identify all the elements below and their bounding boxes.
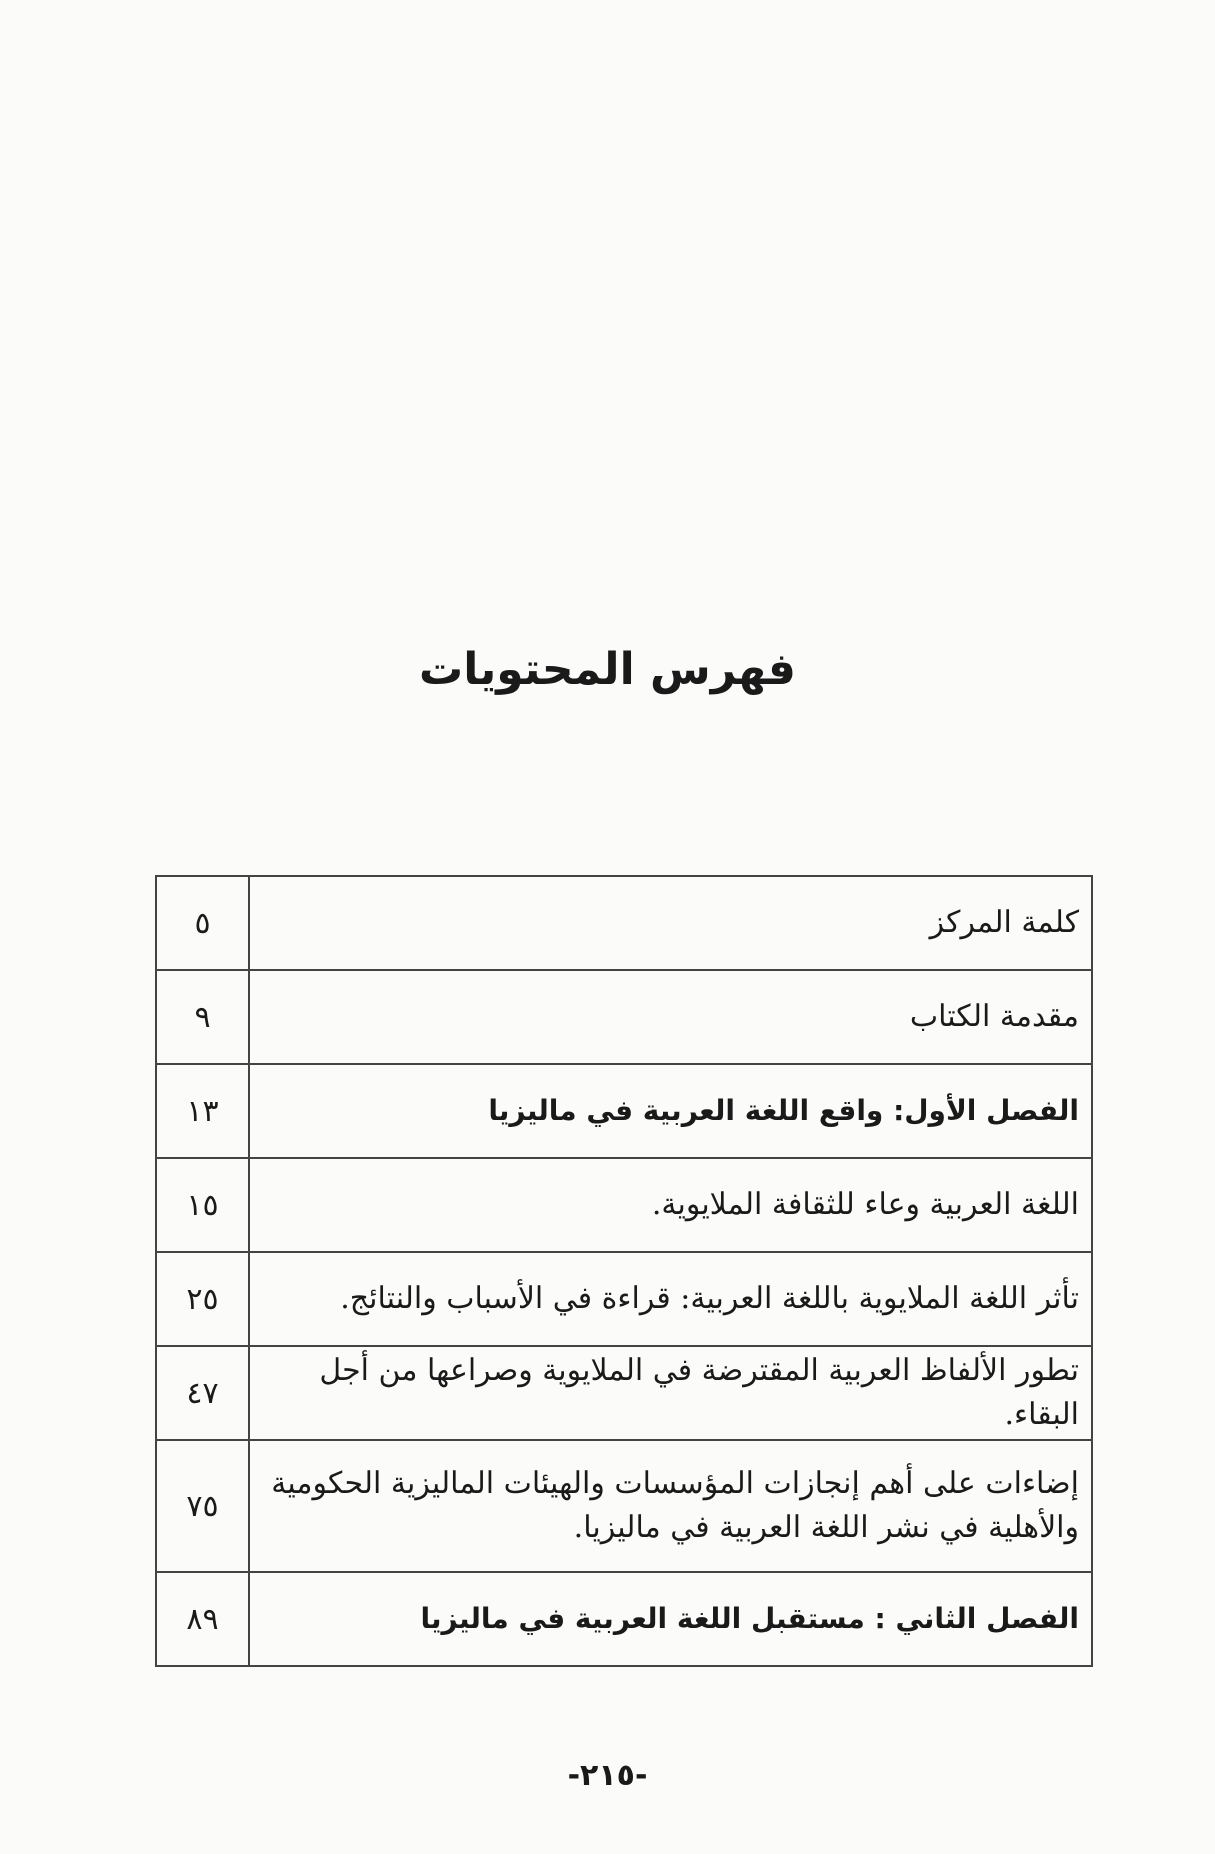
toc-entry-page: ٨٩ <box>156 1572 249 1666</box>
toc-entry-title: كلمة المركز <box>249 876 1092 970</box>
toc-entry-title: تأثر اللغة الملايوية باللغة العربية: قراءة في الأسباب والنتائج. <box>249 1252 1092 1346</box>
toc-entry-page: ٧٥ <box>156 1440 249 1572</box>
toc-chapter-title: الفصل الأول: واقع اللغة العربية في ماليزيا <box>249 1064 1092 1158</box>
toc-entry-title: إضاءات على أهم إنجازات المؤسسات والهيئات الماليزية الحكومية والأهلية في نشر اللغة العربية في ماليزيا. <box>249 1440 1092 1572</box>
table-row <box>156 970 1092 1064</box>
toc-chapter-title: الفصل الثاني : مستقبل اللغة العربية في ماليزيا <box>249 1572 1092 1666</box>
toc-entry-title: اللغة العربية وعاء للثقافة الملايوية. <box>249 1158 1092 1252</box>
toc-entry-page: ٤٧ <box>156 1346 249 1440</box>
table-row <box>156 1440 1092 1572</box>
table-row <box>156 1252 1092 1346</box>
table-row <box>156 876 1092 970</box>
toc-entry-title: مقدمة الكتاب <box>249 970 1092 1064</box>
table-row <box>156 1158 1092 1252</box>
table-row <box>156 1572 1092 1666</box>
page-number: -٢١٥- <box>567 1758 648 1793</box>
toc-entry-title: تطور الألفاظ العربية المقترضة في الملايوية وصراعها من أجل البقاء. <box>249 1346 1092 1440</box>
toc-entry-page: ٢٥ <box>156 1252 249 1346</box>
toc-entry-page: ١٣ <box>156 1064 249 1158</box>
page-title: فهرس المحتويات <box>419 644 796 695</box>
toc-entry-page: ٥ <box>156 876 249 970</box>
toc-entry-page: ٩ <box>156 970 249 1064</box>
table-of-contents <box>155 875 1093 1667</box>
table-row <box>156 1064 1092 1158</box>
table-row <box>156 1346 1092 1440</box>
toc-entry-page: ١٥ <box>156 1158 249 1252</box>
